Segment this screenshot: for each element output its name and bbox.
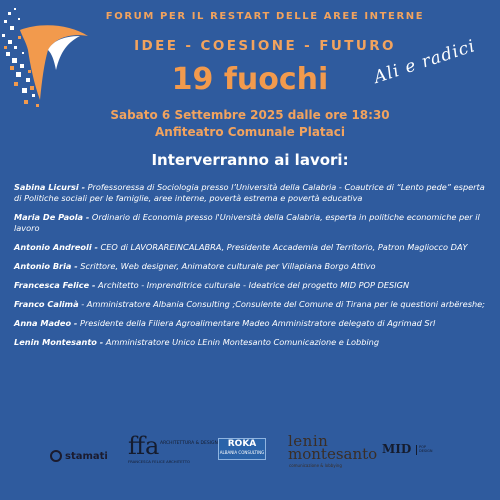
speaker-item (14, 182, 492, 204)
speaker-item (14, 280, 492, 291)
stamati-logo-text: stamati (65, 451, 108, 462)
speaker-item (14, 242, 492, 253)
speakers-heading: Interverranno ai lavori: (151, 151, 349, 169)
speaker-role: CEO di LAVORAREINCALABRA, Presidente Accademia del Territorio, Patron Magliocco DAY (97, 242, 468, 252)
speaker-role: Ordinario di Economia presso l'Università della Calabria, esperta in politiche economiche per il lavoro (14, 212, 480, 233)
lenin-logo-top: lenin (288, 432, 329, 450)
event-title: 19 fuochi (171, 62, 329, 97)
speaker-list (14, 182, 492, 356)
mid-logo: MID (382, 442, 412, 456)
sponsor-logos (0, 428, 500, 484)
speaker-name: Anna Madeo - (14, 318, 78, 328)
roka-logo-subtitle: ALBANIA CONSULTING (219, 450, 265, 455)
forum-title: FORUM PER IL RESTART DELLE AREE INTERNE (105, 11, 425, 22)
stamati-ring-icon (50, 450, 62, 462)
tagline: IDEE - COESIONE - FUTURO (134, 38, 396, 54)
speaker-item (14, 261, 492, 272)
script-tagline: Ali e radici (371, 36, 479, 88)
ffa-logo-subtitle: ARCHITETTURA & DESIGN (160, 441, 218, 446)
event-venue: Anfiteatro Comunale Plataci (154, 125, 345, 139)
speaker-name: Francesca Felice - (14, 280, 96, 290)
ffa-logo-footer: FRANCESCA FELICE ARCHITETTO (128, 459, 191, 464)
speaker-role: Architetto - Imprenditrice culturale - Ideatrice del progetto MID POP DESIGN (95, 280, 410, 290)
speaker-name: Franco Calimà (14, 299, 79, 309)
speaker-name: Antonio Andreoli - (14, 242, 98, 252)
roka-logo (218, 438, 266, 460)
roka-logo-text: ROKA (227, 439, 257, 449)
bird-logo-icon (0, 0, 95, 125)
speaker-name: Maria De Paola - (14, 212, 90, 222)
ffa-logo: ffa (128, 432, 160, 460)
speaker-name: Antonio Bria - (14, 261, 78, 271)
mid-logo-subtitle: POP DESIGN (416, 445, 436, 455)
stamati-logo (50, 450, 108, 462)
lenin-logo-bottom: montesanto (288, 445, 378, 463)
speaker-role: Presidente della Filiera Agroalimentare Madeo Amministratore delegato di Agrimad Srl (77, 318, 436, 328)
speaker-name: Lenin Montesanto - (14, 337, 104, 347)
speaker-role: Professoressa di Sociologia presso l’Università della Calabria - Coautrice di “Lento pede” esperta di Politiche sociali per le famiglie, aree interne, povertà estrema e povertà educativa (14, 182, 485, 203)
speaker-item (14, 299, 492, 310)
speaker-role: Amministratore Unico LEnin Montesanto Comunicazione e Lobbing (103, 337, 380, 347)
speaker-role: - Amministratore Albania Consulting ;Consulente del Comune di Tirana per le questioni arbëreshe; (78, 299, 485, 309)
speaker-item (14, 337, 492, 348)
event-date: Sabato 6 Settembre 2025 dalle ore 18:30 (110, 108, 390, 122)
speaker-name: Sabina Licursi - (14, 182, 85, 192)
speaker-item (14, 212, 492, 234)
lenin-logo-subtitle: comunicazione & lobbying (289, 463, 342, 468)
speaker-item (14, 318, 492, 329)
speaker-role: Scrittore, Web designer, Animatore culturale per Villapiana Borgo Attivo (77, 261, 376, 271)
